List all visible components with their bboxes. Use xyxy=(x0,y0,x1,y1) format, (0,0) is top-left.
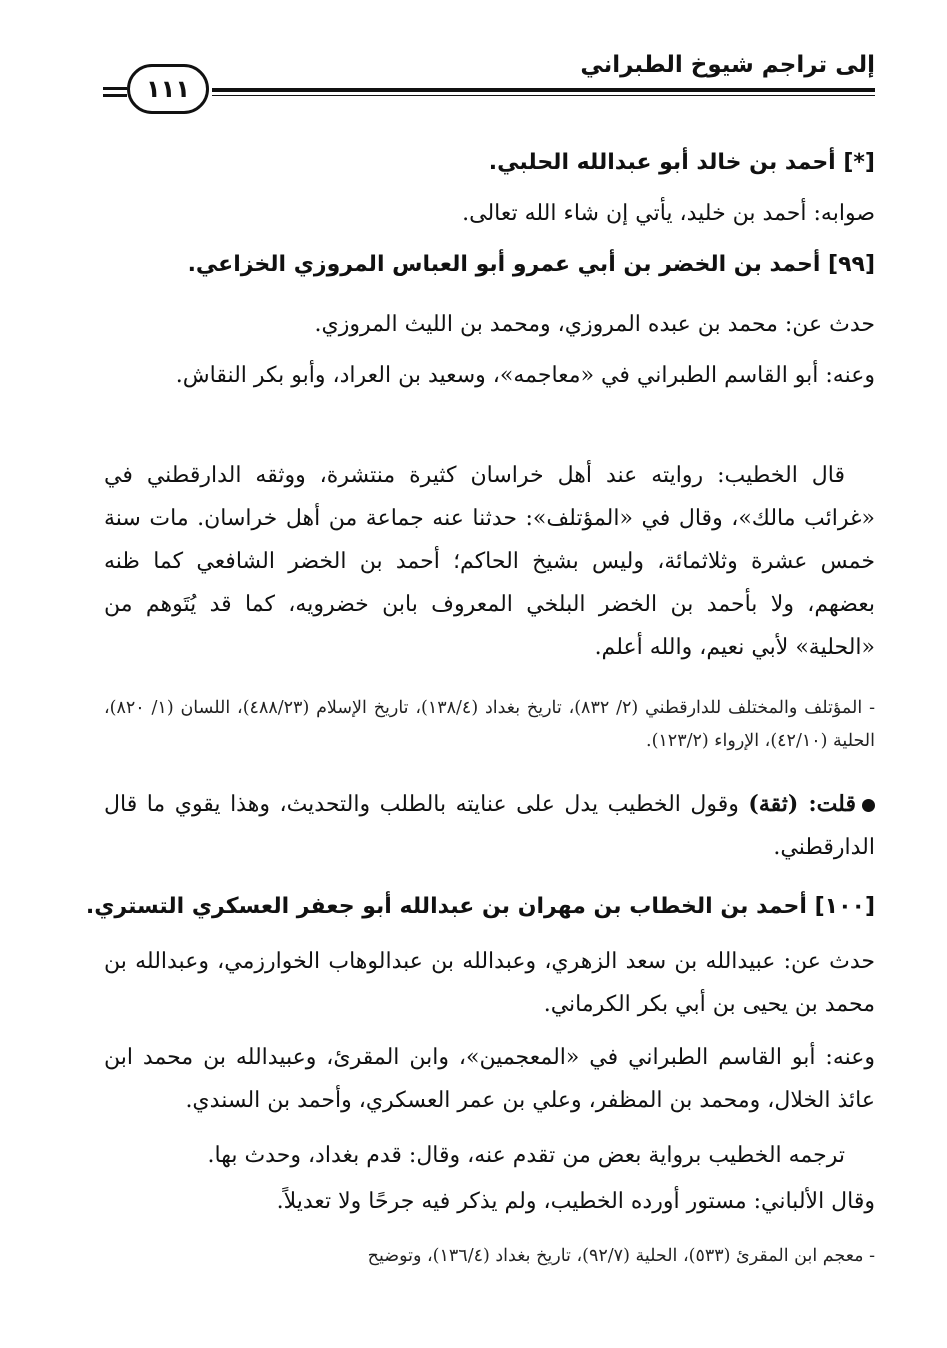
qultu-paragraph xyxy=(104,783,875,869)
header-rule-thin xyxy=(212,95,875,96)
page-number xyxy=(127,64,209,114)
header-rule-left xyxy=(103,87,127,90)
qultu-text: وقول الخطيب يدل على عنايته بالطلب والتحديث، وهذا يقوي ما قال الدارقطني. xyxy=(104,792,875,860)
khatib-quote: قال الخطيب: روايته عند أهل خراسان كثيرة منتشرة، ووثقه الدارقطني في «غرائب مالك»، وقال في «المؤتلف»: حدثنا عنه جماعة من أهل خراسان. مات سنة خمس عشرة وثلاثمائة، وليس بشيخ الحاكم؛ أحمد بن الخضر الشافعي كما ظنه بعضهم، ولا بأحمد بن الخضر البلخي المعروف بابن خضرويه، كما قد يُتَوهم من «الحلية» لأبي نعيم، والله أعلم. xyxy=(104,463,875,660)
header-rule-left xyxy=(103,94,127,97)
sources-footnote: - معجم ابن المقرئ (٥٣٣)، الحلية (٩٢/٧)، تاريخ بغداد (١٣٦/٤)، وتوضيح xyxy=(367,1246,875,1266)
wa-anhu: وعنه: أبو القاسم الطبراني في «معاجمه»، وسعيد بن العراد، وأبو بكر النقاش. xyxy=(175,363,875,388)
bullet-icon xyxy=(862,799,875,812)
albani-quote: وقال الألباني: مستور أورده الخطيب، ولم يذكر فيه جرحًا ولا تعديلاً. xyxy=(276,1189,875,1214)
entry-heading: [*] أحمد بن خالد أبو عبدالله الحلبي. xyxy=(488,150,875,175)
qultu-label: قلت: (ثقة) xyxy=(748,791,856,817)
entry-heading: [١٠٠] أحمد بن الخطاب بن مهران بن عبدالله أبو جعفر العسكري التستري. xyxy=(85,894,875,919)
entry-heading: [٩٩] أحمد بن الخضر بن أبي عمرو أبو العباس المروزي الخزاعي. xyxy=(187,252,875,277)
haddatha-an: حدث عن: عبيدالله بن سعد الزهري، وعبدالله بن عبدالوهاب الخوارزمي، وعبدالله بن محمد بن يحيى بن أبي بكر الكرماني. xyxy=(104,949,875,1017)
wa-anhu: وعنه: أبو القاسم الطبراني في «المعجمين»، وابن المقرئ، وعبيدالله بن محمد ابن عائذ الخلال، ومحمد بن المظفر، وعلي بن عمر العسكري، وأحمد بن السندي. xyxy=(104,1045,875,1113)
page-number-text: ١١١ xyxy=(146,75,190,103)
entry-text: صوابه: أحمد بن خليد، يأتي إن شاء الله تعالى. xyxy=(462,201,875,226)
sources-footnote: - المؤتلف والمختلف للدارقطني (٢/ ٨٣٢)، تاريخ بغداد (١٣٨/٤)، تاريخ الإسلام (٤٨٨/٢٣)، اللسان (١/ ٨٢٠)، الحلية (٤٢/١٠)، الإرواء (١٢٣/٢). xyxy=(104,698,875,751)
tarjama: ترجمه الخطيب برواية بعض من تقدم عنه، وقال: قدم بغداد، وحدث بها. xyxy=(207,1143,845,1168)
haddatha-an: حدث عن: محمد بن عبده المروزي، ومحمد بن الليث المروزي. xyxy=(314,312,875,337)
header-rule-thick xyxy=(212,88,875,92)
running-title: إلى تراجم شيوخ الطبراني xyxy=(580,52,875,78)
